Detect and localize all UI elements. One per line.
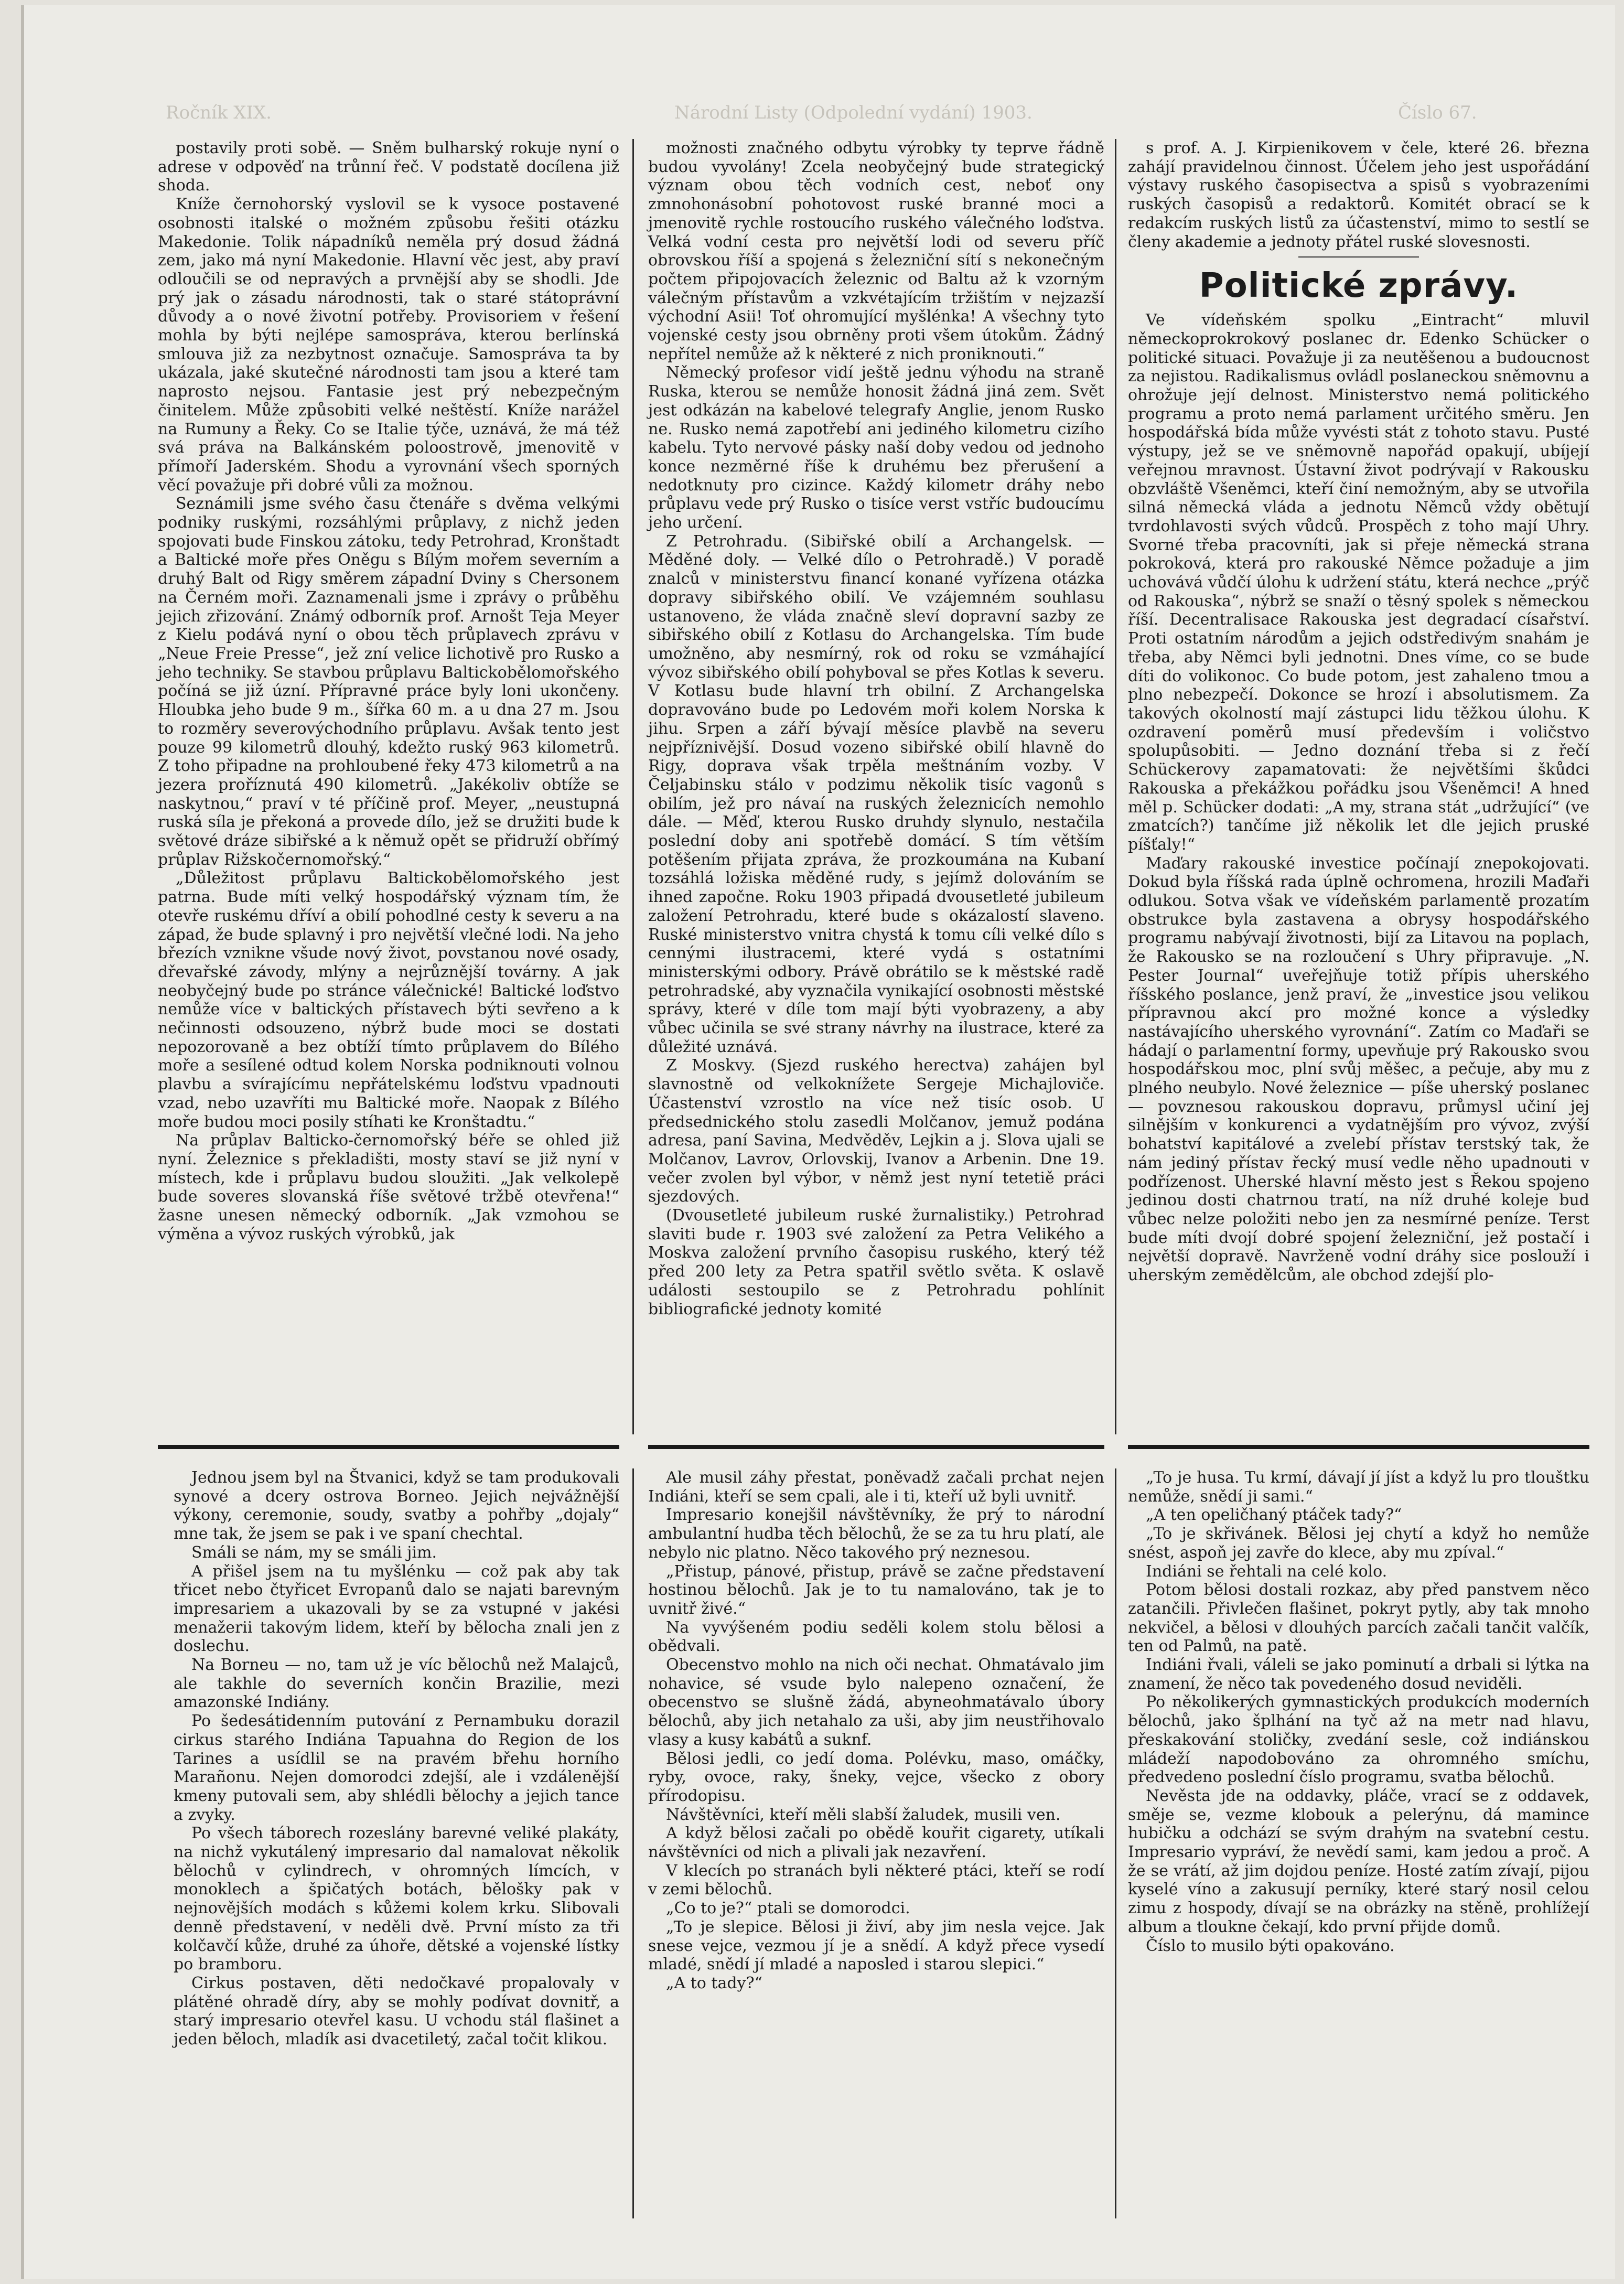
paragraph: Indiáni řvali, váleli se jako pominutí a drbali si lýtka na znamení, že něco tak povedeného dosud neviděli. [1128, 1656, 1589, 1693]
feuilleton-rule [648, 1445, 1104, 1449]
column-divider [1115, 1468, 1116, 2218]
column-3 [1128, 139, 1589, 1432]
column-divider [1115, 139, 1116, 1434]
paragraph: s prof. A. J. Kirpienikovem v čele, které 26. března zahájí pravidelnou činnost. Účelem jeho jest uspořádání výstavy ruského časopisectva a spisů s vyobrazeními ruských časopisů a redaktorů. Komitét obrací se k redakcím ruských listů za účastenství, mimo to sestlí se členy akademie a jednoty přátel ruské slovesnosti. [1128, 139, 1589, 251]
paragraph: „A ten opeličhaný ptáček tady?“ [1146, 1506, 1402, 1525]
paragraph: Na vyvýšeném podiu seděli kolem stolu bělosi a obědvali. [648, 1618, 1104, 1656]
paragraph: Jednou jsem byl na Štvanici, když se tam produkovali synové a dcery ostrova Borneo. Jejich nejvážnější výkony, ceremonie, soudy, svatby a pohřby „dojaly“ mne tak, že jsem se pak i ve spaní chechtal. [174, 1468, 619, 1543]
paragraph: (Dvousetleté jubileum ruské žurnalistiky.) Petrohrad slaviti bude r. 1903 své založení za Petra Velikého a Moskva založení prvního časopisu ruského, který též před 200 lety za Petra spatřil světlo světa. K oslavě události sestoupilo se z Petrohradu pohlínit bibliografické jednoty komité [648, 1206, 1104, 1318]
paragraph: Po několikerých gymnastických produkcích moderních bělochů, jako šplhání na tyč až na metr nad hlavu, přeskakování stoličky, zvedání sesle, což indiánskou mládeží napodobováno za ohromného smíchu, předvedeno poslední číslo programu, svatba bělochů. [1128, 1693, 1589, 1787]
feuilleton-rule [158, 1445, 619, 1449]
column-divider [632, 139, 634, 1434]
paragraph: „To je slepice. Bělosi ji živí, aby jim nesla vejce. Jak snese vejce, vezmou jí je a snědí. A když přece vysedí mladé, snědí jí mladé a naposled i starou slepici.“ [648, 1917, 1104, 1974]
paragraph: Bělosi jedli, co jedí doma. Polévku, maso, omáčky, ryby, ovoce, raky, šneky, vejce, všecko z obory přírodopisu. [648, 1749, 1104, 1805]
paragraph: Z Moskvy. (Sjezd ruského herectva) zahájen byl slavnostně od velkoknížete Sergeje Michajloviče. Účastenství vzrostlo na více než tisíc osob. U předsednického stolu zasedli Molčanov, jemuž podána adresa, paní Savina, Medvěděv, Lejkin a j. Slova ujali se Molčanov, Lavrov, Orlovskij, Ivanov a Arbenin. Dne 19. večer zvolen byl výbor, v němž jest nyní tetetiě práci sjezdových. [648, 1056, 1104, 1206]
paragraph: Po všech táborech rozeslány barevné veliké plakáty, na nichž vykutálený impresario dal namalovat několik bělochů v cylindrech, v ohromných límcích, v monoklech a špičatých botách, bělošky pak v nejnovějších modách s kůžemi kolem krku. Slibovali denně představení, v neděli dvě. První místo za tři kolčavčí kůže, druhé za úhoře, dětské a vojenské lístky po bramboru. [174, 1824, 619, 1974]
paragraph: Německý profesor vidí ještě jednu výhodu na straně Ruska, kterou se nemůže honosit žádná jiná zem. Svět jest odkázán na kabelové telegrafy Anglie, jenom Rusko ne. Rusko nemá zapotřebí ani jediného kilometru cizího kabelu. Tyto nervové pásky naší doby vedou od jednoho konce nezměrné říše k druhému bez přerušení a nedotknuty pro cizince. Každý kilometr dráhy nebo průplavu vede prý Rusko o tisíce verst vstříc budoucímu jeho určení. [648, 363, 1104, 532]
paragraph: Na Borneu — no, tam už je víc bělochů než Malajců, ale takhle do severních končin Brazilie, mezi amazonské Indiány. [174, 1656, 619, 1712]
paragraph: „Přistup, pánové, přistup, právě se začne představení hostinou bělochů. Jak je to tu namalováno, tak je to uvnitř živé.“ [648, 1562, 1104, 1618]
feuilleton-column-2 [648, 1468, 1104, 2229]
column-divider [632, 1468, 634, 2218]
paragraph: Na průplav Balticko-černomořský béře se ohled již nyní. Železnice s překladišti, mosty staví se již nyní v místech, kde i průplavu budou sloužiti. „Jak velkolepě bude soveres slovanská říše světové tržbě otevřena!“ žasne unesen německý odborník. „Jak vzmohou se výměna a vývoz ruských výrobků, jak [158, 1131, 619, 1243]
paragraph: „Důležitost průplavu Baltickobělomořského jest patrna. Bude míti velký hospodářský význam tím, že otevře ruskému dříví a obilí pohodlné cesty k severu a na západ, že bude splavný i pro největší vlečné lodi. Na jeho březích vznikne všude nový život, povstanou nové osady, dřevařské závody, mlýny a nejrůznější továrny. A jak neobyčejný bude po stránce válečnické! Baltické loďstvo nemůže více v baltických přístavech býti sevřeno a k nečinnosti odsouzeno, nýbrž bude moci se dostati nepozorovaně a bez obtíží tímto průplavem do Bílého moře a sesílené odtud kolem Norska podniknouti volnou plavbu a svírajícímu nepřátelskému loďstvu vpadnouti vzad, nebo uzavříti mu Baltické moře. Naopak z Bílého moře budou moci posily stíhati ke Kronštadtu.“ [158, 869, 619, 1131]
paragraph: Maďary rakouské investice počínají znepokojovati. Dokud byla říšská rada úplně ochromena, hrozili Maďaři odlukou. Sotva však ve vídeňském parlamentě prozatím obstrukce byla zastavena a obrysy hospodářského programu nabývají životnosti, bijí za Litavou na poplach, že Rakousko se na rozloučení s Uhry připravuje. „N. Pester Journal“ uveřejňuje totiž přípis uherského říšského poslance, jenž praví, že „investice jsou velikou přípravnou akcí pro možné konce a výsledky nastávajícího uherského vyrovnání“. Zatím co Maďaři se hádají o parlamentní formy, upevňuje prý Rakousko svou hospodářskou moc, plní svůj měšec, a pečuje, aby mu z plného neubylo. Nové železnice — píše uherský poslanec — povznesou rakouskou dopravu, průmysl učiní jej silnějším v konkurenci a vydatnějším pro vývoz, zvýší bohatství kapitálové a zvelebí přístav terstský tak, že nám jediný přístav řecký musí vedle něho upadnouti v podřízenost. Uherské hlavní město jest s Řekou spojeno jedinou dosti chatrnou tratí, na níž druhé koleje bud vůbec nelze položiti nebo jen za nesmírné peníze. Terst bude míti dvojí dobré spojení železniční, jež postačí i největší dopravě. Navrženě vodní dráhy sice poslouží i uherským zemědělcům, ale obchod zdejší plo- [1128, 854, 1589, 1285]
paragraph: Impresario konejšil návštěvníky, že prý to národní ambulantní hudba těch bělochů, že se za tu hru platí, ale nebylo nic platno. Něco takového prý neznesou. [648, 1506, 1104, 1562]
paragraph: Nevěsta jde na oddavky, pláče, vrací se z oddavek, směje se, vezme klobouk a pelerýnu, dá mamince hubičku a odchází se svým drahým na svatební cestu. Impresario vypráví, že nevědí sami, kam jedou a proč. A že se vrátí, až jim dojdou peníze. Hosté zatím zívají, pijou kyselé víno a zakusují perníky, které starý nosil celou zimu z hospody, dívají se na obrázky na stěně, prohlížejí album a tloukne čekají, kdo první přijde domů. [1128, 1786, 1589, 1936]
paragraph: „To je husa. Tu krmí, dávají jí jíst a když lu pro tlouštku nemůže, snědí ji sami.“ [1128, 1468, 1589, 1506]
paragraph: A když bělosi začali po obědě kouřit cigarety, utíkali návštěvníci od nich a plivali jak nezavření. [648, 1824, 1104, 1862]
paragraph: A přišel jsem na tu myšlénku — což pak aby tak třicet nebo čtyřicet Evropanů dalo se najati barevným impresariem a ukazovali by se za vstupné v jakési menažerii takovým lidem, kteří by bělocha znali jen z doslechu. [174, 1562, 619, 1656]
paragraph: Potom bělosi dostali rozkaz, aby před panstvem něco zatančili. Přivlečen flašinet, pokryt pytly, aby tak mnoho nekvičel, a bělosi v dlouhých parcích začali tančit valčík, ten od Palmů, na patě. [1128, 1581, 1589, 1656]
paragraph: Z Petrohradu. (Sibiřské obilí a Archangelsk. — Měděné doly. — Velké dílo o Petrohradě.) V poradě znalců v ministerstvu financí konané vyřízena otázka dopravy sibiřského obilí. Ve vzájemném souhlasu ustanoveno, že vláda značně sleví dopravní sazby ze sibiřského obilí z Kotlasu do Archangelska. Tím bude umožněno, aby nesmírný, rok od roku se vzmáhající vývoz sibiřského obilí pohyboval se přes Kotlas k severu. V Kotlasu bude hlavní trh obilní. Z Archangelska dopravováno bude po Ledovém moři kolem Norska k jihu. Srpen a září bývají měsíce plavbě na severu nejpříznivější. Dosud vozeno sibiřské obilí hlavně do Rigy, doprava však trpěla meštnáním vozby. V Čeljabinsku stálo v podzimu několik tisíc vagonů s obilím, jež pro návaí na ruských železnicích nemohlo dále. — Měď, kterou Rusko druhdy slynulo, nestačila poslední doby ani spotřebě domácí. S tím větším potěšením přijata zpráva, že prozkoumána na Kubaní tozsáhlá ložiska měděné rudy, s jejímž dolováním se ihned započne. Roku 1903 připadá dvousetleté jubileum založení Petrohradu, které bude s okázalostí slaveno. Ruské ministerstvo vnitra chystá k tomu cíli velké dílo s cennými ilustracemi, které vydá s ostatními ministerskými odbory. Právě obrátilo se k městské radě petrohradské, aby vyznačila vynikající osobnosti městské správy, které v díle tom mají býti vyobrazeny, a aby vůbec učinila se své strany návrhy na ilustrace, které za důležité uznává. [648, 532, 1104, 1056]
feuilleton-column-3 [1128, 1468, 1589, 2229]
feuilleton-column-1 [174, 1468, 619, 2229]
paragraph: „To je skřivánek. Bělosi jej chytí a když ho nemůže snést, aspoň jej zavře do klece, aby mu zpíval.“ [1128, 1525, 1589, 1562]
paragraph: Ve vídeňském spolku „Eintracht“ mluvil německoprokrokový poslanec dr. Edenko Schücker o politické situaci. Považuje ji za neutěšenou a budoucnost za nejistou. Radikalismus ovládl poslaneckou sněmovnu a ohrožuje její delnost. Ministerstvo nemá politického programu a proto nemá parlament určitého směru. Jen hospodářská bída může vyvésti stát z tohoto stavu. Pusté výstupy, jež se ve sněmovně napořád opakují, ubíjejí veřejnou mravnost. Ústavní život podrývají v Rakousku obzvláště Všeněmci, kteří činí nemožným, aby se utvořila silná německá vláda a jednotu Němců vždy obětují tvrdohlavosti svých vůdců. Prospěch z toho mají Uhry. Svorné třeba pracovníti, jak si přeje německá strana pokroková, která pro rakouské Němce požaduje a jim uchovává vůdčí úlohu k udržení státu, která nechce „prýč od Rakouska“, nýbrž se snaží o těsný spolek s německou říší. Decentralisace Rakouska jest degradací císařství. Proti ostatním národům a jejich odstředivým snahám je třeba, aby Němci byli jednotni. Dnes víme, co se bude díti do volikonoc. Co bude potom, jest zahaleno tmou a plno nebezpečí. Dokonce se hrozí i absolutismem. Za takových okolností mají zástupci lidu těžkou úlohu. K ozdravení poměrů musí především i voličstvo spolupůsobiti. — Jedno doznání třeba si z řečí Schückerovy zapamatovati: že největšími škůdci Rakouska a překážkou pořádku jsou Všeněmci! A hned měl p. Schücker dodati: „A my, strana stát „udržující“ (ve zmatcích?) tančíme již několik let dle jejich pruské píšťaly!“ [1128, 311, 1589, 854]
paragraph: Smáli se nám, my se smáli jim. [191, 1543, 437, 1562]
section-divider [1298, 256, 1419, 258]
paragraph: postavily proti sobě. — Sněm bulharský rokuje nyní o adrese v odpověď na trůnní řeč. V podstatě docílena již shoda. [158, 139, 619, 195]
feuilleton-rule [1128, 1445, 1589, 1449]
paragraph: Indiáni se řehtali na celé kolo. [1146, 1562, 1388, 1581]
paragraph: „A to tady?“ [666, 1974, 762, 1992]
paragraph: Obecenstvo mohlo na nich oči nechat. Ohmatávalo jim nohavice, sé vsude bylo nalepeno označení, že obecenstvo se slušně žádá, abyneohmatávalo úbory bělochů, aby jich netahalo za uši, aby jim neustřihovalo vlasy a kusy kabátů a suknf. [648, 1656, 1104, 1749]
newspaper-page [21, 5, 1615, 2279]
column-2 [648, 139, 1104, 1432]
paragraph: Návštěvníci, kteří měli slabší žaludek, musili ven. [666, 1805, 1061, 1824]
paragraph: Ale musil záhy přestat, poněvadž začali prchat nejen Indiáni, kteří se sem cpali, ale i ti, kteří už byli uvnitř. [648, 1468, 1104, 1506]
paragraph: „Co to je?“ ptali se domorodci. [666, 1899, 910, 1918]
paragraph: Kníže černohorský vyslovil se k vysoce postavené osobnosti italské o možném způsobu řešiti otázku Makedonie. Tolik nápadníků neměla prý dosud žádná zem, jako má nyní Makedonie. Hlavní věc jest, aby praví odloučili se od nepravých a prvnější aby se shodli. Jde prý jak o zásadu národnosti, tak o staré státoprávní důvody a o nové životní potřeby. Provisoriem v řešení mohla by býti nejlépe samospráva, kterou berlínská smlouva již za nezbytnost označuje. Samospráva ta by ukázala, jaké skutečné národnosti tam jsou a které tam naprosto nejsou. Fantasie jest prý nebezpečným činitelem. Může způsobiti velké neštěstí. Kníže narážel na Rumuny a Řeky. Co se Italie týče, uznává, že má též svá práva na Balkánském poloostrově, jmenovitě v přímoří Jaderském. Shodu a vyrovnání všech sporných věcí považuje při dobré vůli za možnou. [158, 195, 619, 495]
masthead-ghost-center: Národní Listy (Odpolední vydání) 1903. [674, 102, 1033, 123]
column-1 [158, 139, 619, 1432]
section-heading: Politické zprávy. [1199, 266, 1519, 306]
paragraph: Cirkus postaven, děti nedočkavé propalovaly v plátěné ohradě díry, aby se mohly podívat dovnitř, a starý impresario otevřel kasu. U vchodu stál flašinet a jeden běloch, mladík asi dvacetiletý, začal točit klikou. [174, 1974, 619, 2049]
paragraph: Seznámili jsme svého času čtenáře s dvěma velkými podniky ruskými, rozsáhlými průplavy, z nichž jeden spojovati bude Finskou zátoku, tedy Petrohrad, Kronštadt a Baltické moře přes Oněgu s Bílým mořem severním a druhý Balt od Rigy směrem západní Dviny s Chersonem na Černém moři. Zaznamenali jsme i zprávy o průběhu jejich zřizování. Známý odborník prof. Arnošt Teja Meyer z Kielu podává nyní o obou těch průplavech zprávu v „Neue Freie Presse“, jež zní velice lichotivě pro Rusko a jeho techniky. Se stavbou průplavu Baltickobělomořského počíná se již úzní. Přípravné práce byly loni ukončeny. Hloubka jeho bude 9 m., šířka 60 m. a u dna 27 m. Jsou to rozměry severovýchodního průplavu. Avšak tento jest pouze 99 kilometrů dlouhý, kdežto ruský 963 kilometrů. Z toho připadne na prohloubené řeky 473 kilometrů a na jezera proříznutá 490 kilometrů. „Jakékoliv obtíže se naskytnou,“ praví v té příčině prof. Meyer, „neustupná ruská síla je překoná a provede dílo, jež se družiti bude k světové dráze sibiřské a k němuž opět se přidruží obřímý průplav Rižskočernomořský.“ [158, 495, 619, 869]
masthead-ghost-right: Číslo 67. [1398, 102, 1477, 123]
paragraph: V klecích po stranách byli některé ptáci, kteří se rodí v zemi bělochů. [648, 1861, 1104, 1899]
paragraph: Číslo to musilo býti opakováno. [1146, 1936, 1395, 1955]
paragraph: Po šedesátidenním putování z Pernambuku dorazil cirkus starého Indiána Tapuahna do Region de los Tarines a usídlil se na pravém břehu horního Marañonu. Nejen domorodci zdejší, ale i vzdálenější kmeny putovali sem, aby shlédli bělochy a jejich tance a zvyky. [174, 1712, 619, 1824]
paragraph: možnosti značného odbytu výrobky ty teprve řádně budou vyvolány! Zcela neobyčejný bude strategický význam obou těch vodních cest, neboť ony zmnohonásobní pohotovost ruské branné moci a jmenovitě rychle rostoucího ruského válečného loďstva. Velká vodní cesta pro největší lodi od severu příč obrovskou říší a spojená s železniční sítí s nekonečným počtem připojovacích železnic od Baltu až k vzorným válečným přístavům a vzkvétajícím tržištím v nejzazší východní Asii! Toť ohromující myšlénka! A všechny tyto vojenské cesty jsou obrněny proti všem útokům. Žádný nepřítel nemůže až k některé z nich proniknouti.“ [648, 139, 1104, 363]
masthead-ghost-left: Ročník XIX. [166, 102, 272, 123]
